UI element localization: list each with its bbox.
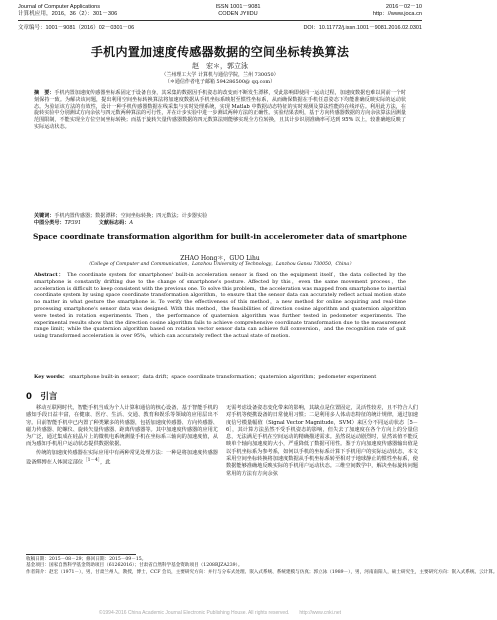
journal-citation-zh: 计算机应用，2016，36（2）：301－306 bbox=[18, 11, 118, 17]
body-paragraph: 移动互联网时代，智能手机当成为个人计算和通信的核心设备，基于智能手机的感知手段日益丰富，在健康、医疗、生活、交通、教育和娱乐等领域的应用层出不穷。目前智能手机中已内置了种类繁多的传感器，包括加速度传感器、方向传感器、磁力传感器、陀螺仪、旋转矢量传感器、距离传感器等。其中加速度传感器的应用尤为广泛，通过集成在硅晶片上的微机电系统测量手机在坐标系三轴向的加速度值，从而为感知手机用户运动状态提供数据依据。 bbox=[26, 405, 218, 448]
abstract-zh-text: 手机内置加速度传感器坐标系固定于设备自身，其采集的数据因手机姿态的改变而不断发生漂移，受此影响即使同一运动过程，加速度数据也难以同前一个时刻保持一致。为解决该问题，提出利用空间坐标转换算法将加速度数据从手机坐标系映射至惯性坐标系，从而确保数据在手机任意姿态下均能准确反映实际的运动状态。为验证该方法的有效性，设计一种手机传感器数据在线采集与实时处理系统，实现 Matlab 中数据动态特征的实时观测及算法性能的在线评估。利用此方法，在旋转实验中分别测试方向余弦与四元数两种算法的可行性，并在计步实验中进一步测试两种方法的正确性。实验结果表明，基于方向传感器数据的方向余弦算法因测量范围限制，不能实现全方位空间坐标转换；而基于旋转矢量传感器数据的四元数算法则能够实现全方位转换，且其计步识别准确率可达到 95% 以上，较准确地反映了实际运动状态。 bbox=[34, 90, 406, 130]
keywords-zh bbox=[34, 213, 406, 220]
abstract-en-text: The coordinate system for smartphones' built-in acceleration sensor is fixed on the equipment itself，the data collected by the smartphone is constantly drifting due to the change of smartphone's posture. Affected by this，even the same movement process，the acceleration is difficult to keep consistent with the previous one. To solve this problem，the acceleration was mapped from smartphone to inertial coordinate system by using space coordinate transformation algorithm，to ensure that the sensor data can accurately reflect actual motion state no matter in what gesture the smartphone is. To verify the effectiveness of this method，a new method for online acquiring and real-time processing smartphone's sensor data was designed. With this method，the feasibilities of direction cosine algorithm and quaternion algorithm were tested in rotation experiments. Then，the performance of quaternion algorithm was further tested in pedometer experiments. The experimental results show that the direction cosine algorithm fails to achieve comprehensive coordinate transformation due to the measurement range limit；while the quaternion algorithm based on rotation vector sensor data can achieve full conversion，and the recognition rate of gait using transformed acceleration is over 95%，which can accurately reflect the actual state of motion. bbox=[34, 272, 407, 340]
title-en: Space coordinate transformation algorithm for built-in accelerometer data of smartphone bbox=[33, 232, 407, 241]
body-paragraph: 传统的加速度传感器在实际应用中有两种常见处理方法：一种是将加速度传感器设备绑缚在人体固定部位［1－4］，此 bbox=[26, 449, 218, 466]
corresponding-email-zh: （＊通信作者电子邮箱 594286500@ qq.com） bbox=[164, 79, 276, 85]
coden: CODEN JYIIDU bbox=[218, 11, 258, 17]
affiliation-zh: （兰州理工大学 计算机与通信学院，兰州 730050） bbox=[161, 72, 279, 78]
document-code: 文献标志码：A bbox=[98, 220, 134, 226]
doi[interactable]: DOI：10.11772/j.issn.1001－9081.2016.02.0301 bbox=[303, 25, 422, 31]
footnote-funding: 基金项目：国家自然科学基金资助项目（61262016）；甘肃省自然科学基金资助项目（1208RJZA239）。 bbox=[26, 563, 243, 569]
footnote-rule bbox=[26, 554, 136, 555]
copyright-notice: ©1994-2016 China Academic Journal Electronic Publishing House. All rights reserved. http://www.cnki.net bbox=[98, 610, 342, 616]
article-meta bbox=[18, 23, 422, 31]
classification-zh bbox=[34, 220, 406, 227]
abstract-zh-label: 摘 要： bbox=[34, 90, 55, 96]
keywords-en-text: smartphone built-in sensor；data drift；space coordinate transformation；quaternion algorithm；pedometer experiment bbox=[69, 374, 377, 380]
footnote-author-bio: 作者简介：赵宏（1971－），男，甘肃兰州人，教授，博士，CCF 会员，主要研究方向：并行与分布式处理、嵌入式系统、系统建模与仿真；郭立泳（1989－），男，河南南阳人，硕士研究生，主要研究方向：嵌入式系统、云计算。 bbox=[26, 569, 497, 575]
header-rule bbox=[18, 20, 422, 21]
publication-date: 2016－02－10 bbox=[385, 4, 422, 10]
abstract-en-label: Abstract： bbox=[34, 272, 65, 278]
keywords-zh-label: 关键词： bbox=[34, 213, 55, 219]
header-left bbox=[18, 4, 168, 18]
journal-name-en: Journal of Computer Applications bbox=[18, 4, 101, 10]
issn: ISSN 1001－9081 bbox=[215, 4, 261, 10]
abstract-zh bbox=[34, 90, 406, 131]
journal-url[interactable]: http：//www.joca.cn bbox=[372, 11, 422, 17]
footnotes bbox=[26, 557, 497, 576]
article-number: 文章编号：1001－9081（2016）02－0301－06 bbox=[18, 25, 135, 31]
header-right bbox=[282, 4, 422, 18]
title-zh: 手机内置加速度传感器数据的空间坐标转换算法 bbox=[90, 45, 350, 59]
keywords-en bbox=[34, 374, 406, 381]
authors-en: ZHAO Hong＊，GUO Lihu bbox=[180, 255, 260, 262]
clc-number: 中图分类号：TP391 bbox=[34, 220, 82, 226]
affiliation-en: （College of Computer and Communication，Lanzhou University of Technology，Lanzhou Gansu 730050，China） bbox=[86, 262, 354, 267]
body-column-left bbox=[26, 405, 218, 468]
citation-ref[interactable]: ［1－4］ bbox=[83, 458, 101, 464]
keywords-zh-text: 手机内置传感器；数据漂移；空间坐标转换；四元数法；计步器实验 bbox=[54, 213, 208, 219]
authors-zh: 赵 宏＊，郭立泳 bbox=[192, 62, 248, 70]
footnote-received: 收稿日期：2015－08－29；修回日期：2015－09－15。 bbox=[26, 557, 147, 562]
header-center bbox=[178, 4, 298, 18]
body-paragraph: 无需考虑设备姿态变化带来的影响，其缺点是位置固定，灵活性较差，且不符合人们对手机等便携设备的日常使用习惯；二是利用多人体动态特征的统计规律，通过加速度信号模量幅值（Signal Vector Magnitude，SVM）来区分不同运动状态［5－6］，其计算方法虽然不受手机姿态的影响，但失去了加速度在各个方向上的分量信息，无法满足手机在空间运动的精确描述需求。虽然说运动剧烈时，显然该值不能反映单个轴向加速度的大小，严重降低了数据可用性。鉴于方向加速度传感器输出值是以手机坐标系为参考系，如何以手机的坐标系计算下手机用户的实际运动状态，本文采用空间坐标转换将加速度数据从手机坐标系转至相对于地球静止的惯性坐标系，使数据能够准确地反映实际的手机用户运动状态。三维空间数学中，解决坐标旋转问题常用的方法有方向余弦 bbox=[226, 405, 418, 477]
body-column-right bbox=[226, 405, 418, 479]
section-heading-introduction: 0 引言 bbox=[26, 392, 58, 402]
keywords-en-label: Key words： bbox=[34, 374, 68, 380]
abstract-en bbox=[34, 272, 406, 340]
